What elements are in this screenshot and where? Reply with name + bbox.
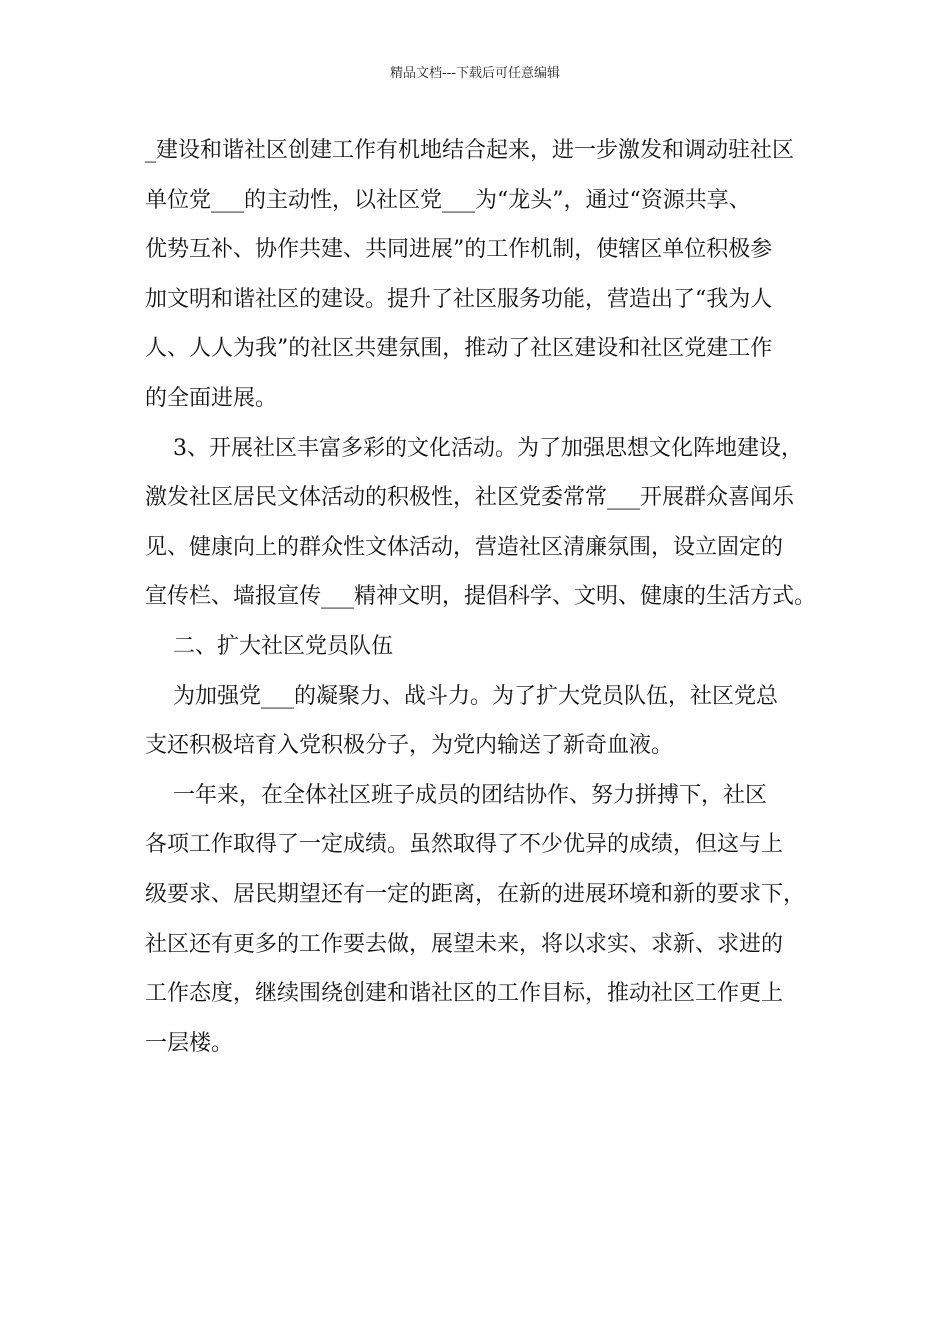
- body-line: 级要求、居民期望还有一定的距离，在新的进展环境和新的要求下，: [145, 881, 806, 907]
- body-line: 见、健康向上的群众性文体活动，营造社区清廉氛围，设立固定的: [145, 534, 784, 560]
- body-line: 为加强党___的凝聚力、战斗力。为了扩大党员队伍，社区党总: [145, 683, 778, 709]
- body-line: 各项工作取得了一定成绩。虽然取得了不少优异的成绩，但这与上: [145, 832, 784, 858]
- body-line: 一层楼。: [145, 1030, 234, 1056]
- body-line: 3、开展社区丰富多彩的文化活动。为了加强思想文化阵地建设，: [145, 435, 803, 461]
- page-header: 精品文档---下载后可任意编辑: [389, 66, 561, 81]
- body-line: 宣传栏、墙报宣传___精神文明，提倡科学、文明、健康的生活方式。: [145, 584, 817, 610]
- document-body: [145, 126, 821, 1068]
- body-line: 的全面进展。: [145, 385, 278, 411]
- body-line: 激发社区居民文体活动的积极性，社区党委常常___开展群众喜闻乐: [145, 485, 795, 511]
- body-line: 工作态度，继续围绕创建和谐社区的工作目标，推动社区工作更上: [145, 981, 784, 1007]
- body-line: 人、人人为我”的社区共建氛围，推动了社区建设和社区党建工作: [145, 336, 773, 362]
- body-line: 支还积极培育入党积极分子，为党内输送了新奇血液。: [145, 733, 674, 759]
- body-line: _建设和谐社区创建工作有机地结合起来，进一步激发和调动驻社区: [145, 138, 795, 163]
- section-heading: 二、扩大社区党员队伍: [145, 633, 393, 659]
- body-line: 单位党___的主动性，以社区党___为“龙头”，通过“资源共享、: [145, 187, 751, 213]
- body-line: 社区还有更多的工作要去做，展望未来，将以求实、求新、求进的: [145, 931, 784, 957]
- body-line: 优势互补、协作共建、共同进展”的工作机制，使辖区单位积极参: [145, 237, 773, 263]
- body-line: 加文明和谐社区的建设。提升了社区服务功能，营造出了“我为人: [145, 286, 773, 312]
- body-line: 一年来，在全体社区班子成员的团结协作、努力拼搏下，社区: [145, 782, 767, 808]
